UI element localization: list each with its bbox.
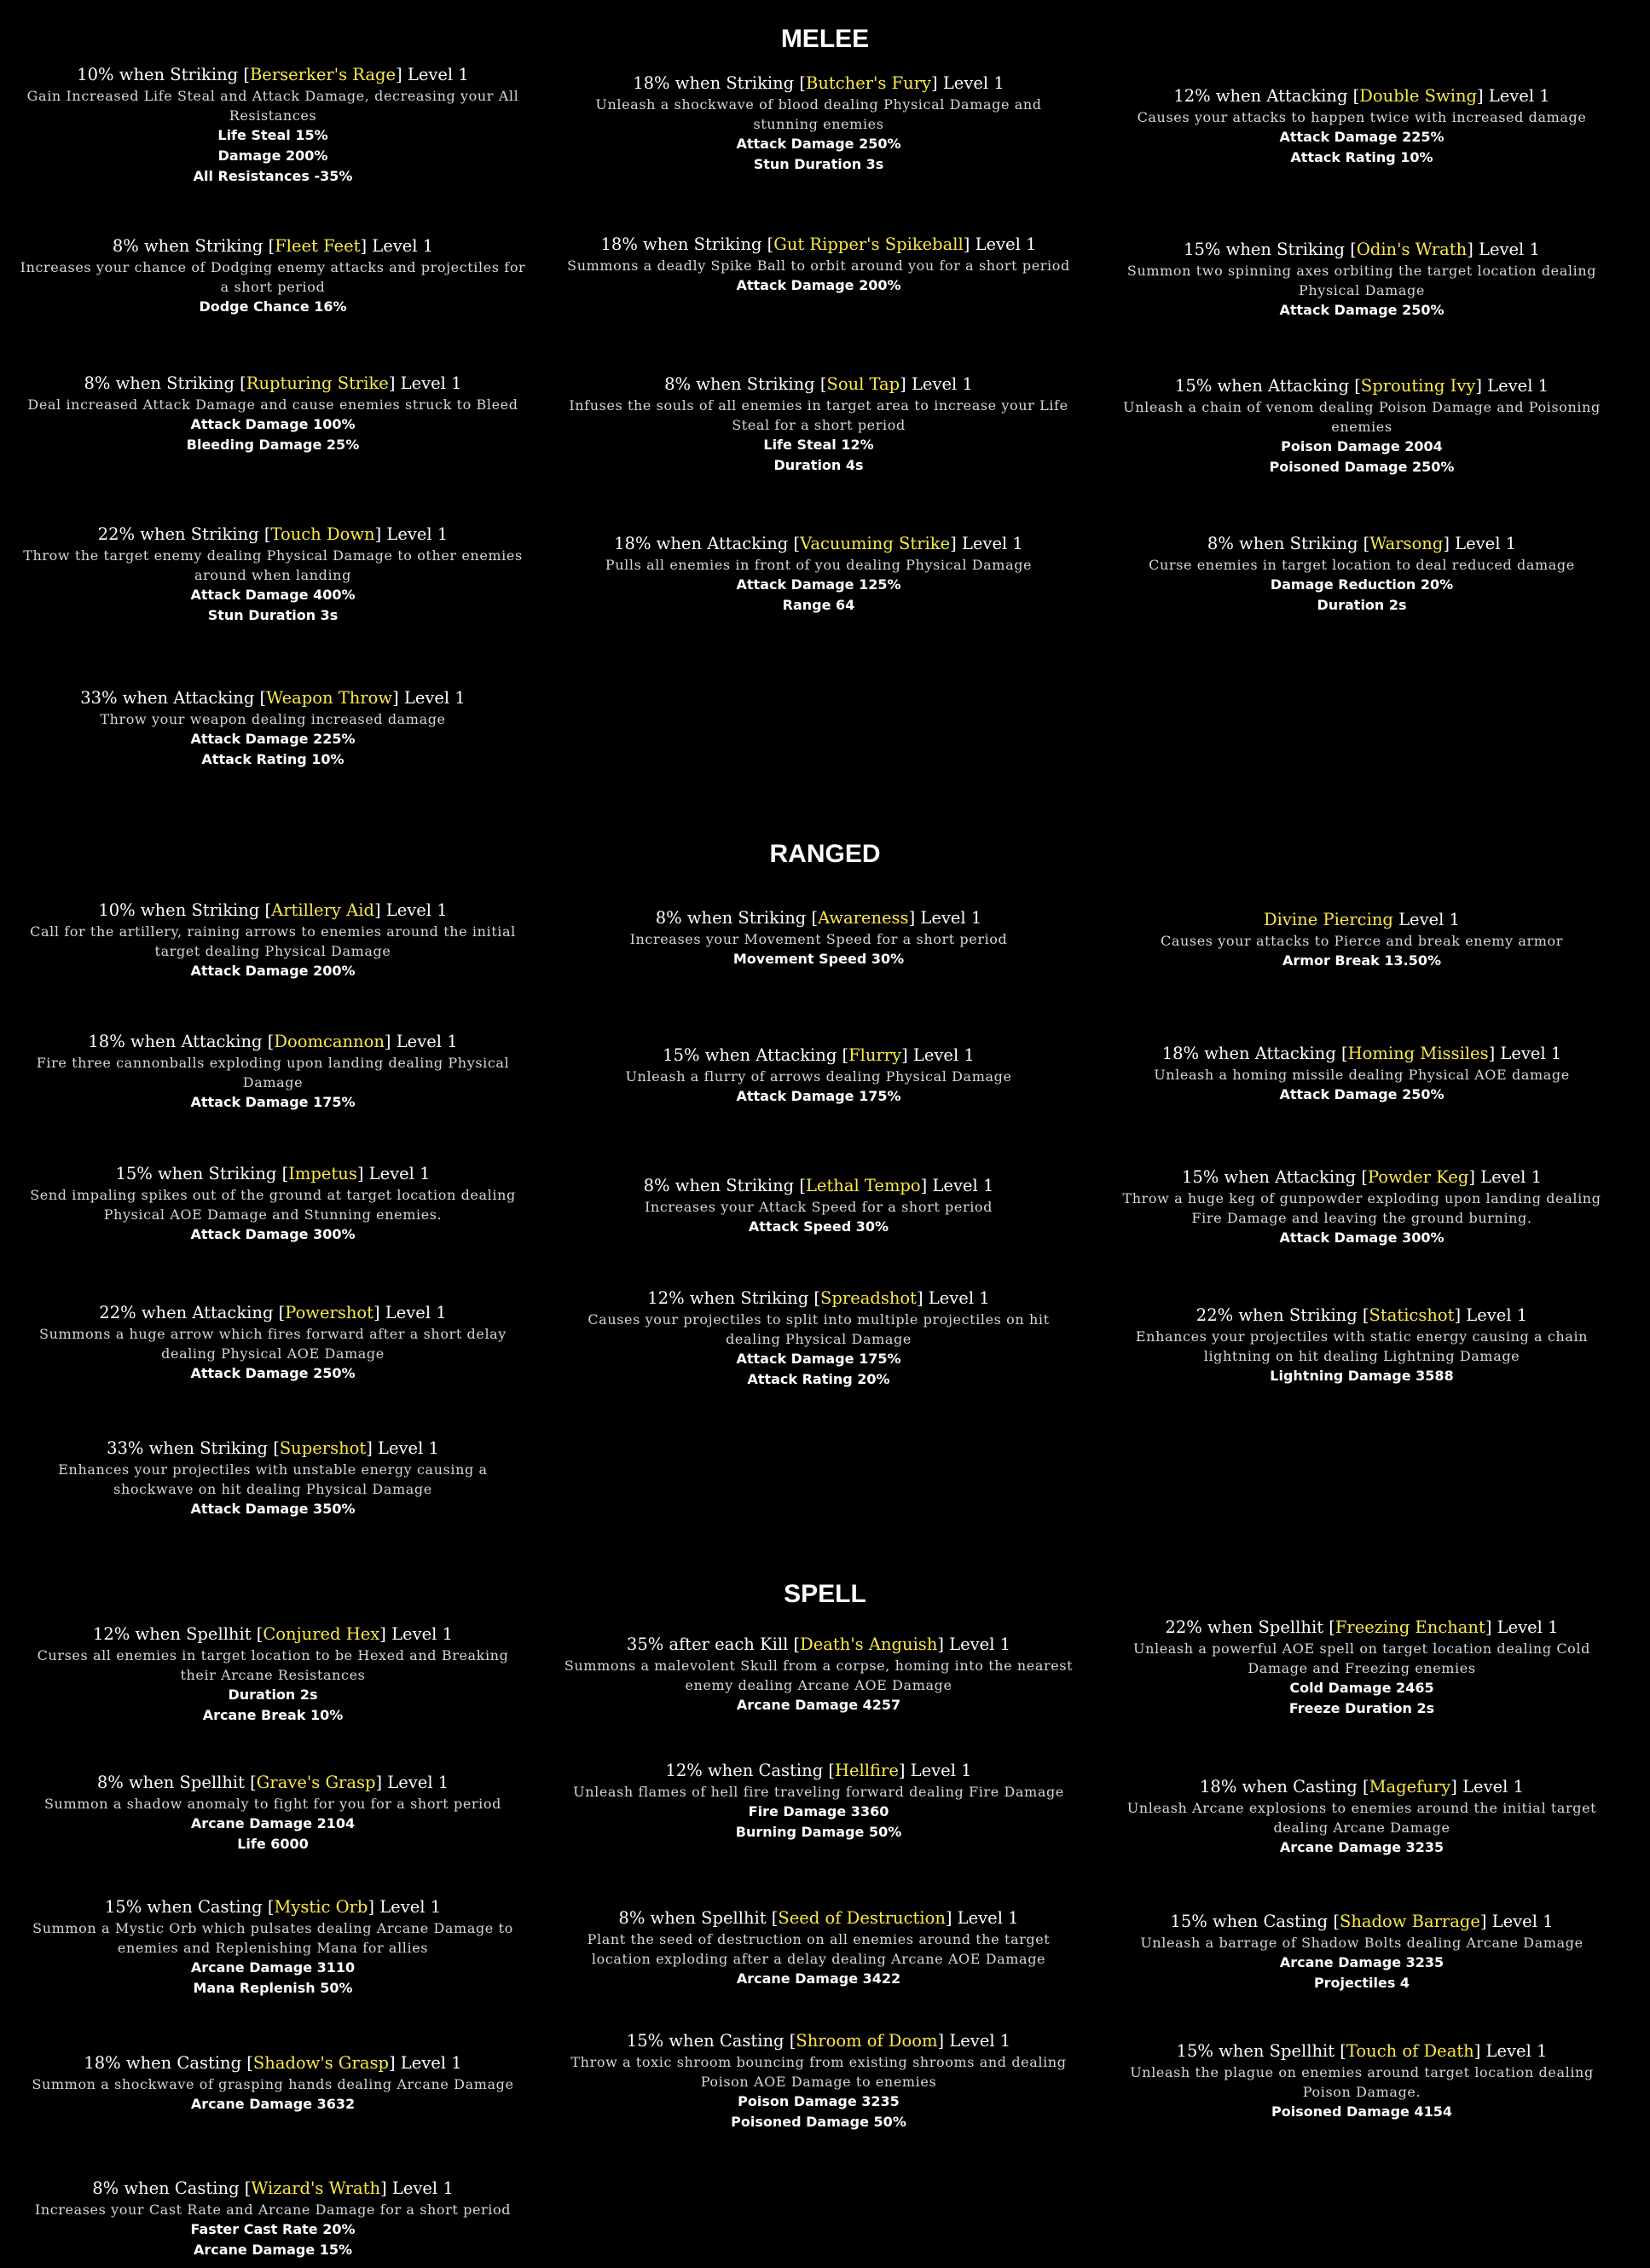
skill-stat: Attack Damage 300% bbox=[1279, 1229, 1444, 1246]
skill-name: Wizard's Wrath bbox=[251, 2178, 381, 2198]
skill-header bbox=[563, 1907, 1074, 1930]
skill-header bbox=[1106, 85, 1618, 107]
skill-stat: Attack Damage 200% bbox=[190, 963, 356, 979]
skill-name: Rupturing Strike bbox=[246, 373, 389, 393]
skill-level: ] Level 1 bbox=[396, 65, 469, 84]
skill-stat: Attack Damage 225% bbox=[190, 731, 356, 747]
skill-description: Curses all enemies in target location to be Hexed and Breaking their Arcane Resistances bbox=[37, 1647, 509, 1683]
skill-trigger: 8% when Striking [ bbox=[84, 373, 246, 393]
skill-description: Increases your chance of Dodging enemy attacks and projectiles for a short period bbox=[20, 259, 526, 295]
skill-stat: Freeze Duration 2s bbox=[1288, 1700, 1435, 1716]
skill-name: Soul Tap bbox=[826, 374, 900, 394]
skill-card-warsong bbox=[1106, 533, 1618, 616]
skill-stat: Attack Damage 350% bbox=[190, 1501, 356, 1517]
skill-stat: Attack Rating 20% bbox=[747, 1371, 890, 1387]
skill-header bbox=[1106, 2040, 1618, 2063]
skill-header bbox=[1106, 375, 1618, 397]
skill-trigger: 15% when Attacking [ bbox=[1181, 1167, 1368, 1187]
skill-description: Summon a shockwave of grasping hands dealing Arcane Damage bbox=[32, 2076, 514, 2092]
skill-trigger: 22% when Spellhit [ bbox=[1165, 1617, 1335, 1637]
skill-name: Butcher's Fury bbox=[805, 73, 932, 93]
skill-header bbox=[17, 1772, 529, 1794]
skill-name: Artillery Aid bbox=[271, 900, 374, 920]
skill-stat: Attack Damage 175% bbox=[736, 1088, 901, 1104]
skill-description: Unleash flames of hell fire traveling forward dealing Fire Damage bbox=[573, 1784, 1064, 1800]
skill-level: ] Level 1 bbox=[1488, 1044, 1562, 1063]
skill-trigger: 35% after each Kill [ bbox=[626, 1634, 801, 1654]
skill-name: Touch of Death bbox=[1346, 2041, 1474, 2061]
skill-level: ] Level 1 bbox=[1450, 1777, 1524, 1796]
skill-description: Summon two spinning axes orbiting the target location dealing Physical Damage bbox=[1126, 263, 1597, 298]
skill-card-mystic-orb bbox=[17, 1896, 529, 1999]
skill-description: Summons a malevolent Skull from a corpse, homing into the nearest enemy dealing Arcane AOE Damage bbox=[564, 1658, 1074, 1693]
skill-stat: Attack Damage 225% bbox=[1279, 129, 1444, 145]
skill-level: ] Level 1 bbox=[374, 524, 449, 544]
skill-header bbox=[17, 687, 529, 709]
skill-trigger: 15% when Casting [ bbox=[104, 1897, 275, 1917]
skill-card-awareness bbox=[563, 907, 1074, 969]
skill-name: Shroom of Doom bbox=[796, 2031, 938, 2051]
skill-stat: Armor Break 13.50% bbox=[1282, 952, 1441, 969]
skill-stat: Lightning Damage 3588 bbox=[1270, 1368, 1454, 1384]
skill-name: Death's Anguish bbox=[800, 1634, 938, 1654]
skill-stat: Arcane Damage 15% bbox=[193, 2242, 353, 2258]
skill-header bbox=[563, 373, 1074, 396]
skill-card-conjured-hex bbox=[17, 1623, 529, 1726]
skill-level: ] Level 1 bbox=[900, 374, 973, 394]
skill-name: Powershot bbox=[285, 1303, 373, 1322]
skill-card-hellfire bbox=[563, 1760, 1074, 1843]
skill-trigger: 8% when Spellhit [ bbox=[618, 1908, 779, 1928]
skill-header bbox=[563, 1175, 1074, 1197]
skill-stat: Stun Duration 3s bbox=[753, 156, 884, 172]
skill-card-staticshot bbox=[1106, 1305, 1618, 1386]
skill-header bbox=[1106, 533, 1618, 555]
skill-description: Increases your Movement Speed for a short period bbox=[629, 931, 1008, 947]
skill-header bbox=[1106, 1043, 1618, 1065]
skill-stat: Mana Replenish 50% bbox=[193, 1980, 353, 1996]
skill-header bbox=[563, 234, 1074, 256]
skill-level: ] Level 1 bbox=[1468, 1167, 1543, 1187]
skill-description: Throw your weapon dealing increased damage bbox=[100, 711, 446, 727]
skill-trigger: 33% when Attacking [ bbox=[80, 688, 267, 708]
skill-header bbox=[17, 64, 529, 86]
skill-stat: Arcane Damage 2104 bbox=[190, 1815, 356, 1831]
skill-header bbox=[1106, 909, 1618, 931]
skill-description: Summon a shadow anomaly to fight for you for a short period bbox=[44, 1796, 501, 1812]
skill-level: ] Level 1 bbox=[356, 1164, 431, 1183]
skill-card-divine-piercing bbox=[1106, 909, 1618, 971]
skill-stat: Attack Damage 400% bbox=[190, 587, 356, 603]
skill-description: Curse enemies in target location to deal reduced damage bbox=[1149, 557, 1575, 573]
skill-card-lethal-tempo bbox=[563, 1175, 1074, 1237]
skill-trigger: 8% when Spellhit [ bbox=[96, 1773, 257, 1792]
skill-name: Warsong bbox=[1369, 534, 1444, 553]
skill-trigger: 18% when Attacking [ bbox=[88, 1032, 275, 1051]
skill-stat: Life 6000 bbox=[237, 1836, 309, 1852]
skill-name: Powder Keg bbox=[1367, 1167, 1469, 1187]
skill-level: ] Level 1 bbox=[373, 1303, 447, 1322]
skill-trigger: 18% when Attacking [ bbox=[1161, 1044, 1348, 1063]
skill-stat: Duration 2s bbox=[1317, 597, 1407, 613]
skill-description: Throw a huge keg of gunpowder exploding upon landing dealing Fire Damage and leaving the ground burning. bbox=[1122, 1190, 1601, 1226]
skill-stat: Poison Damage 3235 bbox=[738, 2093, 900, 2109]
skill-stat: Duration 4s bbox=[773, 457, 864, 473]
skill-name: Mystic Orb bbox=[274, 1897, 368, 1917]
skill-name: Freezing Enchant bbox=[1334, 1617, 1485, 1637]
skill-level: ] Level 1 bbox=[945, 1908, 1019, 1928]
skill-trigger: 12% when Striking [ bbox=[647, 1288, 821, 1308]
skill-stat: Poisoned Damage 250% bbox=[1269, 459, 1455, 475]
skill-name: Shadow's Grasp bbox=[252, 2053, 389, 2073]
skill-stat: Attack Damage 125% bbox=[736, 576, 901, 593]
skill-name: Flurry bbox=[848, 1045, 902, 1065]
skill-card-butcher-s-fury bbox=[563, 72, 1074, 175]
skill-header bbox=[1106, 1776, 1618, 1798]
skill-card-double-swing bbox=[1106, 85, 1618, 168]
skill-description: Throw a toxic shroom bouncing from existing shrooms and dealing Poison AOE Damage to enemies bbox=[570, 2054, 1067, 2090]
skill-stat: Attack Damage 175% bbox=[190, 1094, 356, 1110]
skill-header bbox=[1106, 239, 1618, 261]
skill-header bbox=[17, 1163, 529, 1185]
skill-level: ] Level 1 bbox=[1485, 1617, 1559, 1637]
skill-card-rupturing-strike bbox=[17, 373, 529, 455]
skill-trigger: 15% when Attacking [ bbox=[1174, 376, 1361, 396]
skill-stat: Arcane Break 10% bbox=[202, 1707, 344, 1723]
skill-level: ] Level 1 bbox=[1475, 376, 1549, 396]
skill-level: ] Level 1 bbox=[1467, 240, 1540, 259]
skill-stat: Attack Rating 10% bbox=[201, 751, 344, 767]
skill-name: Awareness bbox=[818, 908, 909, 928]
skill-stat: Cold Damage 2465 bbox=[1289, 1680, 1434, 1696]
skill-stat: Poisoned Damage 50% bbox=[731, 2114, 906, 2130]
skill-stat: Attack Damage 100% bbox=[190, 416, 356, 432]
skill-description: Increases your Cast Rate and Arcane Damage for a short period bbox=[34, 2201, 512, 2218]
skill-description: Call for the artillery, raining arrows to enemies around the initial target dealing Physical Damage bbox=[30, 923, 516, 959]
skill-header bbox=[17, 2052, 529, 2074]
skill-stat: Attack Damage 250% bbox=[736, 136, 901, 152]
skill-card-freezing-enchant bbox=[1106, 1617, 1618, 1719]
skill-name: Weapon Throw bbox=[266, 688, 393, 708]
skill-level: ] Level 1 bbox=[375, 1773, 449, 1792]
skill-description: Unleash a homing missile dealing Physical AOE damage bbox=[1154, 1067, 1570, 1083]
skill-level: ] Level 1 bbox=[920, 1176, 994, 1195]
skill-name: Spreadshot bbox=[820, 1288, 917, 1308]
skill-card-weapon-throw bbox=[17, 687, 529, 770]
skill-name: Staticshot bbox=[1369, 1305, 1455, 1325]
skill-name: Seed of Destruction bbox=[778, 1908, 946, 1928]
skill-description: Throw the target enemy dealing Physical Damage to other enemies around when landing bbox=[23, 547, 523, 583]
skill-description: Unleash a chain of venom dealing Poison Damage and Poisoning enemies bbox=[1123, 399, 1601, 435]
skill-stat: Stun Duration 3s bbox=[207, 607, 339, 623]
skill-name: Double Swing bbox=[1359, 86, 1477, 106]
skill-trigger: 15% when Striking [ bbox=[1184, 240, 1357, 259]
skill-header bbox=[17, 1623, 529, 1646]
skill-trigger: 12% when Spellhit [ bbox=[92, 1624, 263, 1644]
skill-level: Level 1 bbox=[1392, 910, 1460, 929]
skill-stat: Fire Damage 3360 bbox=[748, 1803, 889, 1820]
skill-card-impetus bbox=[17, 1163, 529, 1245]
skill-card-shadow-s-grasp bbox=[17, 2052, 529, 2115]
skill-name: Gut Ripper's Spikeball bbox=[773, 234, 964, 254]
skill-description: Unleash a powerful AOE spell on target location dealing Cold Damage and Freezing enemies bbox=[1133, 1640, 1590, 1676]
skill-card-shroom-of-doom bbox=[563, 2030, 1074, 2132]
skill-level: ] Level 1 bbox=[373, 900, 448, 920]
section-title-melee: MELEE bbox=[780, 25, 870, 53]
skill-level: ] Level 1 bbox=[901, 1045, 975, 1065]
skill-stat: Attack Damage 250% bbox=[1279, 1086, 1444, 1102]
skill-name: Odin's Wrath bbox=[1356, 240, 1468, 259]
skill-level: ] Level 1 bbox=[898, 1761, 972, 1780]
skill-description: Summons a huge arrow which fires forward after a short delay dealing Physical AOE Damage bbox=[39, 1326, 507, 1362]
skill-stat: Attack Damage 250% bbox=[190, 1365, 356, 1381]
skill-header bbox=[17, 1031, 529, 1053]
skill-header bbox=[563, 1287, 1074, 1310]
skill-description: Unleash a flurry of arrows dealing Physical Damage bbox=[625, 1068, 1012, 1085]
skill-stat: Projectiles 4 bbox=[1313, 1975, 1410, 1991]
skill-name: Supershot bbox=[279, 1438, 367, 1458]
skill-description: Enhances your projectiles with static energy causing a chain lightning on hit dealing Lightning Damage bbox=[1135, 1328, 1589, 1364]
skill-trigger: 15% when Striking [ bbox=[115, 1164, 289, 1183]
skill-level: ] Level 1 bbox=[388, 373, 462, 393]
skill-header bbox=[563, 907, 1074, 929]
skill-description: Send impaling spikes out of the ground at target location dealing Physical AOE Damage and Stunning enemies. bbox=[30, 1187, 516, 1223]
skill-header bbox=[1106, 1305, 1618, 1327]
skill-header bbox=[563, 1760, 1074, 1782]
skill-description: Causes your attacks to happen twice with increased damage bbox=[1137, 109, 1587, 125]
skill-stat: Poisoned Damage 4154 bbox=[1271, 2103, 1452, 2120]
skill-stat: Arcane Damage 3110 bbox=[190, 1959, 356, 1976]
skill-level: ] Level 1 bbox=[917, 1288, 990, 1308]
skill-trigger: 8% when Striking [ bbox=[655, 908, 819, 928]
skill-card-doomcannon bbox=[17, 1031, 529, 1113]
skill-level: ] Level 1 bbox=[1443, 534, 1517, 553]
skill-trigger: 10% when Striking [ bbox=[98, 900, 272, 920]
skill-stat: Movement Speed 30% bbox=[732, 951, 905, 967]
skill-name: Shadow Barrage bbox=[1339, 1912, 1480, 1931]
skill-stat: Attack Speed 30% bbox=[748, 1218, 889, 1235]
skill-stat: Arcane Damage 4257 bbox=[736, 1697, 901, 1713]
skill-card-soul-tap bbox=[563, 373, 1074, 476]
skill-name: Berserker's Rage bbox=[249, 65, 397, 84]
skill-name: Doomcannon bbox=[274, 1032, 385, 1051]
skill-card-wizard-s-wrath bbox=[17, 2178, 529, 2260]
skill-stat: Range 64 bbox=[782, 597, 855, 613]
skill-stat: Damage Reduction 20% bbox=[1270, 576, 1454, 593]
skill-level: ] Level 1 bbox=[1476, 86, 1550, 106]
skill-level: ] Level 1 bbox=[950, 534, 1023, 553]
skill-card-powershot bbox=[17, 1302, 529, 1384]
skill-description: Causes your projectiles to split into multiple projectiles on hit dealing Physical Damage bbox=[588, 1311, 1050, 1347]
skill-card-homing-missiles bbox=[1106, 1043, 1618, 1105]
skill-card-sprouting-ivy bbox=[1106, 375, 1618, 477]
skill-card-flurry bbox=[563, 1044, 1074, 1107]
skill-level: ] Level 1 bbox=[380, 2178, 454, 2198]
skill-stat: Attack Damage 175% bbox=[736, 1351, 901, 1367]
skill-trigger: 18% when Striking [ bbox=[633, 73, 806, 93]
skill-description: Pulls all enemies in front of you dealing Physical Damage bbox=[605, 557, 1033, 573]
skill-stat: All Resistances -35% bbox=[193, 168, 353, 184]
skill-name: Conjured Hex bbox=[263, 1624, 380, 1644]
skill-trigger: 12% when Casting [ bbox=[665, 1761, 835, 1780]
skill-stat: Life Steal 12% bbox=[763, 437, 874, 453]
skill-description: Increases your Attack Speed for a short period bbox=[645, 1199, 993, 1215]
skill-card-seed-of-destruction bbox=[563, 1907, 1074, 1989]
skill-header bbox=[17, 235, 529, 257]
skill-card-supershot bbox=[17, 1438, 529, 1519]
skill-trigger: 22% when Striking [ bbox=[97, 524, 271, 544]
skill-header bbox=[563, 1634, 1074, 1656]
skill-header bbox=[17, 1438, 529, 1460]
skill-trigger: 8% when Casting [ bbox=[92, 2178, 252, 2198]
skill-card-powder-keg bbox=[1106, 1166, 1618, 1248]
skill-trigger: 8% when Striking [ bbox=[664, 374, 827, 394]
skill-header bbox=[563, 72, 1074, 95]
skill-stat: Attack Damage 300% bbox=[190, 1226, 356, 1242]
skill-card-berserker-s-rage bbox=[17, 64, 529, 187]
skill-name: Lethal Tempo bbox=[805, 1176, 921, 1195]
skill-level: ] Level 1 bbox=[963, 234, 1037, 254]
skill-trigger: 33% when Striking [ bbox=[107, 1438, 280, 1458]
skill-header bbox=[563, 533, 1074, 555]
skill-header bbox=[17, 900, 529, 922]
skill-description: Unleash Arcane explosions to enemies around the initial target dealing Arcane Damage bbox=[1126, 1800, 1597, 1836]
skill-header bbox=[17, 1302, 529, 1324]
skill-stat: Arcane Damage 3422 bbox=[736, 1970, 901, 1987]
skill-stat: Burning Damage 50% bbox=[735, 1824, 902, 1840]
skill-trigger: 22% when Striking [ bbox=[1196, 1305, 1369, 1325]
skill-level: ] Level 1 bbox=[937, 2031, 1011, 2051]
skill-header bbox=[563, 2030, 1074, 2052]
skill-name: Vacuuming Strike bbox=[800, 534, 951, 553]
skill-stat: Poison Damage 2004 bbox=[1281, 438, 1443, 454]
skill-name: Sprouting Ivy bbox=[1360, 376, 1476, 396]
skill-header bbox=[1106, 1911, 1618, 1933]
skill-card-vacuuming-strike bbox=[563, 533, 1074, 616]
skill-trigger: 10% when Striking [ bbox=[77, 65, 250, 84]
skill-trigger: 12% when Attacking [ bbox=[1173, 86, 1360, 106]
skill-card-touch-down bbox=[17, 524, 529, 626]
skill-level: ] Level 1 bbox=[937, 1634, 1011, 1654]
skill-trigger: 15% when Casting [ bbox=[626, 2031, 796, 2051]
skill-name: Divine Piercing bbox=[1264, 910, 1393, 929]
skill-card-touch-of-death bbox=[1106, 2040, 1618, 2122]
skill-description: Plant the seed of destruction on all enemies around the target location exploding after a delay dealing Arcane AOE Damage bbox=[587, 1931, 1051, 1967]
skill-stat: Attack Rating 10% bbox=[1290, 149, 1433, 165]
skill-stat: Damage 200% bbox=[217, 148, 328, 164]
skill-level: ] Level 1 bbox=[379, 1624, 453, 1644]
skill-description: Unleash the plague on enemies around target location dealing Poison Damage. bbox=[1130, 2064, 1594, 2100]
skill-name: Magefury bbox=[1369, 1777, 1451, 1796]
skill-description: Summon a Mystic Orb which pulsates dealing Arcane Damage to enemies and Replenishing Mana for allies bbox=[32, 1920, 513, 1956]
skill-level: ] Level 1 bbox=[368, 1897, 442, 1917]
skill-trigger: 8% when Striking [ bbox=[643, 1176, 806, 1195]
skill-description: Deal increased Attack Damage and cause enemies struck to Bleed bbox=[27, 396, 518, 413]
skill-trigger: 18% when Casting [ bbox=[84, 2053, 253, 2073]
skill-card-grave-s-grasp bbox=[17, 1772, 529, 1854]
skill-card-shadow-barrage bbox=[1106, 1911, 1618, 1993]
skill-trigger: 15% when Attacking [ bbox=[663, 1045, 849, 1065]
skill-stat: Arcane Damage 3235 bbox=[1279, 1954, 1444, 1970]
skill-name: Fleet Feet bbox=[275, 236, 361, 256]
section-title-spell: SPELL bbox=[784, 1580, 866, 1608]
skill-level: ] Level 1 bbox=[388, 2053, 462, 2073]
skill-description: Unleash a barrage of Shadow Bolts dealing Arcane Damage bbox=[1140, 1935, 1583, 1951]
skill-name: Homing Missiles bbox=[1347, 1044, 1489, 1063]
skill-stat: Attack Damage 200% bbox=[736, 277, 901, 293]
skill-level: ] Level 1 bbox=[1473, 2041, 1548, 2061]
skill-trigger: 8% when Striking [ bbox=[1207, 534, 1370, 553]
skill-description: Causes your attacks to Pierce and break enemy armor bbox=[1161, 933, 1563, 949]
skill-header bbox=[563, 1044, 1074, 1067]
skill-stat: Duration 2s bbox=[228, 1687, 318, 1703]
skill-stat: Dodge Chance 16% bbox=[199, 298, 347, 315]
skill-header bbox=[17, 1896, 529, 1918]
skill-level: ] Level 1 bbox=[931, 73, 1004, 93]
skill-stat: Bleeding Damage 25% bbox=[186, 437, 360, 453]
skill-trigger: 8% when Striking [ bbox=[112, 236, 275, 256]
skill-name: Grave's Grasp bbox=[256, 1773, 376, 1792]
skill-card-gut-ripper-s-spikeball bbox=[563, 234, 1074, 296]
skill-description: Summons a deadly Spike Ball to orbit around you for a short period bbox=[567, 257, 1070, 274]
skill-stat: Attack Damage 250% bbox=[1279, 302, 1444, 318]
skill-stat: Faster Cast Rate 20% bbox=[190, 2221, 356, 2237]
skill-level: ] Level 1 bbox=[1454, 1305, 1528, 1325]
skill-description: Unleash a shockwave of blood dealing Physical Damage and stunning enemies bbox=[595, 96, 1042, 132]
skill-level: ] Level 1 bbox=[360, 236, 434, 256]
skill-level: ] Level 1 bbox=[1479, 1912, 1554, 1931]
skill-stat: Life Steal 15% bbox=[217, 127, 328, 143]
skill-header bbox=[17, 2178, 529, 2200]
skill-stat: Arcane Damage 3235 bbox=[1279, 1839, 1444, 1855]
skill-header bbox=[17, 524, 529, 546]
section-title-ranged: RANGED bbox=[769, 840, 881, 868]
skill-description: Enhances your projectiles with unstable energy causing a shockwave on hit dealing Physical Damage bbox=[58, 1461, 488, 1497]
skill-level: ] Level 1 bbox=[908, 908, 982, 928]
skill-name: Impetus bbox=[288, 1164, 357, 1183]
skill-card-fleet-feet bbox=[17, 235, 529, 317]
skill-description: Infuses the souls of all enemies in target area to increase your Life Steal for a short period bbox=[569, 397, 1068, 433]
skill-card-spreadshot bbox=[563, 1287, 1074, 1390]
skill-header bbox=[17, 373, 529, 395]
skill-level: ] Level 1 bbox=[384, 1032, 458, 1051]
skill-trigger: 18% when Casting [ bbox=[1200, 1777, 1369, 1796]
skill-name: Touch Down bbox=[270, 524, 375, 544]
skill-trigger: 22% when Attacking [ bbox=[99, 1303, 286, 1322]
skill-description: Fire three cannonballs exploding upon landing dealing Physical Damage bbox=[36, 1055, 510, 1091]
skill-level: ] Level 1 bbox=[392, 688, 466, 708]
skill-header bbox=[1106, 1166, 1618, 1189]
skill-header bbox=[1106, 1617, 1618, 1639]
skill-card-magefury bbox=[1106, 1776, 1618, 1858]
skill-name: Hellfire bbox=[834, 1761, 899, 1780]
skill-card-odin-s-wrath bbox=[1106, 239, 1618, 321]
skill-card-artillery-aid bbox=[17, 900, 529, 981]
skill-stat: Arcane Damage 3632 bbox=[190, 2096, 356, 2112]
skill-level: ] Level 1 bbox=[366, 1438, 439, 1458]
skill-trigger: 15% when Spellhit [ bbox=[1176, 2041, 1346, 2061]
skill-trigger: 18% when Attacking [ bbox=[614, 534, 801, 553]
skill-card-death-s-anguish bbox=[563, 1634, 1074, 1715]
skill-trigger: 18% when Striking [ bbox=[600, 234, 774, 254]
skill-trigger: 15% when Casting [ bbox=[1170, 1912, 1340, 1931]
skill-description: Gain Increased Life Steal and Attack Damage, decreasing your All Resistances bbox=[26, 88, 519, 124]
